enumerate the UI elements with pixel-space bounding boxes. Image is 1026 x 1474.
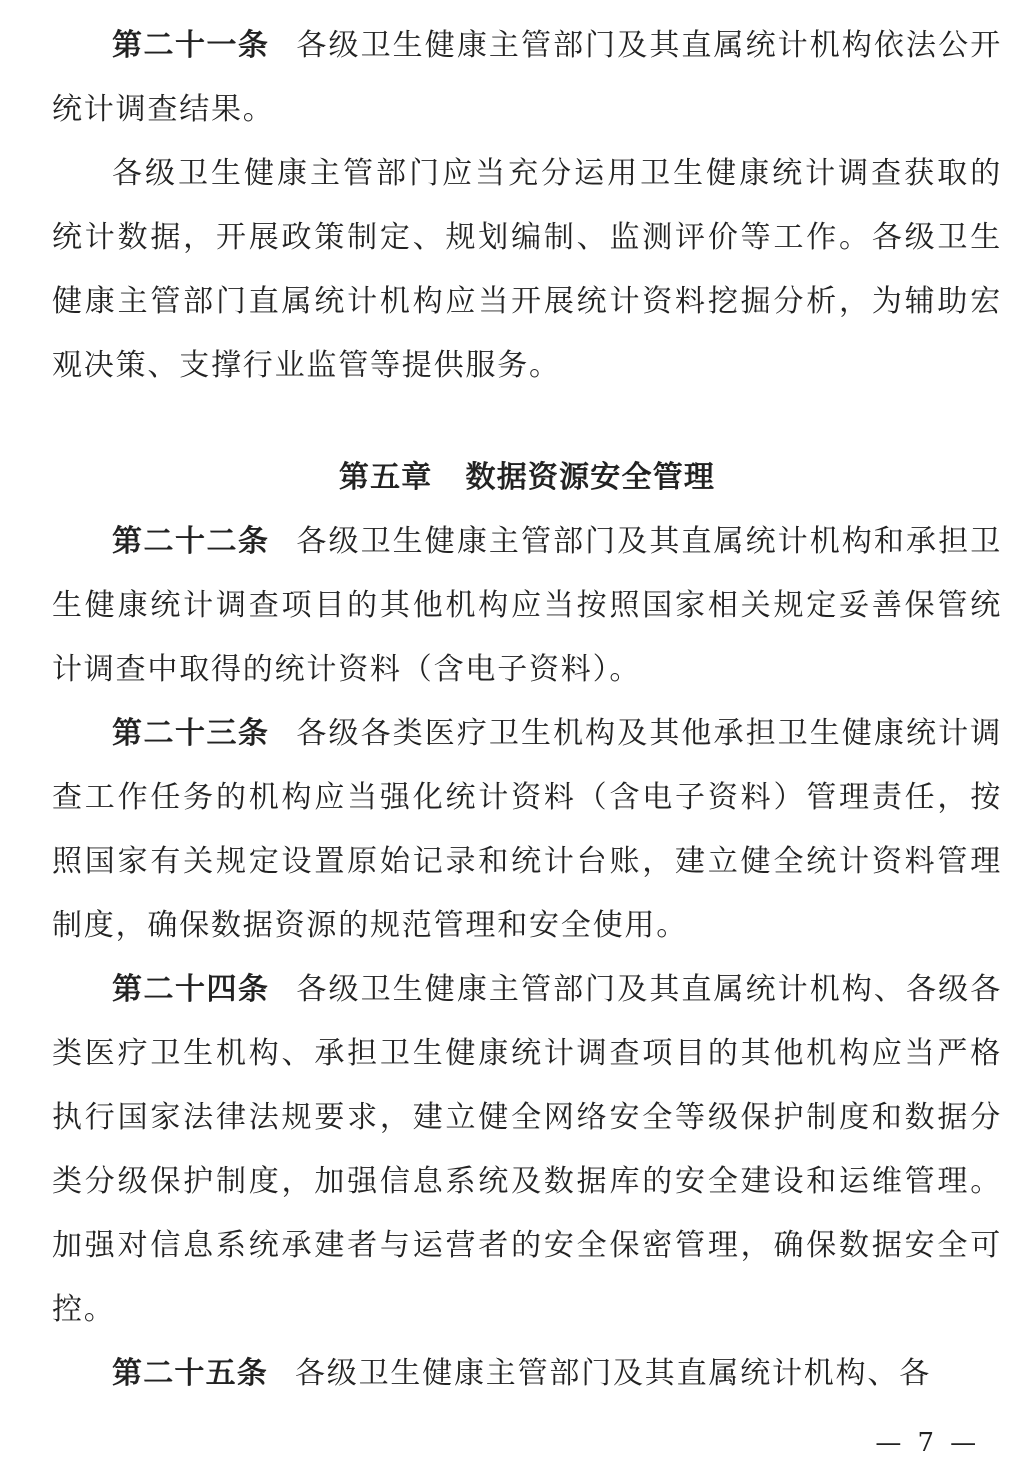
- article-22: [52, 510, 1002, 702]
- document-page: [52, 14, 1002, 1406]
- article-text: 各级卫生健康主管部门及其直属统计机构、各级各类医疗卫生机构、承担卫生健康统计调查项目的其他机构应当严格执行国家法律法规要求，建立健全网络安全等级保护制度和数据分类分级保护制度，加强信息系统及数据库的安全建设和运维管理。加强对信息系统承建者与运营者的安全保密管理，确保数据安全可控。: [52, 972, 1002, 1327]
- chapter-heading: [52, 446, 1002, 510]
- article-25: [52, 1342, 1002, 1406]
- article-text: 各级卫生健康主管部门及其直属统计机构、各: [295, 1356, 931, 1391]
- article-number: 第二十三条: [112, 716, 270, 751]
- page-number: — 7 —: [875, 1428, 980, 1458]
- article-number: 第二十一条: [112, 28, 270, 63]
- article-number: 第二十二条: [112, 524, 270, 559]
- chapter-label: 第五章: [338, 460, 433, 495]
- article-24: [52, 958, 1002, 1342]
- chapter-title: 数据资源安全管理: [465, 460, 716, 495]
- article-21-continuation: 各级卫生健康主管部门应当充分运用卫生健康统计调查获取的统计数据，开展政策制定、规划编制、监测评价等工作。各级卫生健康主管部门直属统计机构应当开展统计资料挖掘分析，为辅助宏观决策、支撑行业监管等提供服务。: [52, 156, 1002, 383]
- article-23: [52, 702, 1002, 958]
- article-text: 各级各类医疗卫生机构及其他承担卫生健康统计调查工作任务的机构应当强化统计资料（含电子资料）管理责任，按照国家有关规定设置原始记录和统计台账，建立健全统计资料管理制度，确保数据资源的规范管理和安全使用。: [52, 716, 1002, 943]
- article-text: 各级卫生健康主管部门及其直属统计机构依法公开统计调查结果。: [52, 28, 1002, 127]
- article-21: [52, 14, 1002, 142]
- article-text: 各级卫生健康主管部门及其直属统计机构和承担卫生健康统计调查项目的其他机构应当按照国家相关规定妥善保管统计调查中取得的统计资料（含电子资料）。: [52, 524, 1002, 687]
- article-number: 第二十五条: [112, 1356, 268, 1391]
- article-number: 第二十四条: [112, 972, 270, 1007]
